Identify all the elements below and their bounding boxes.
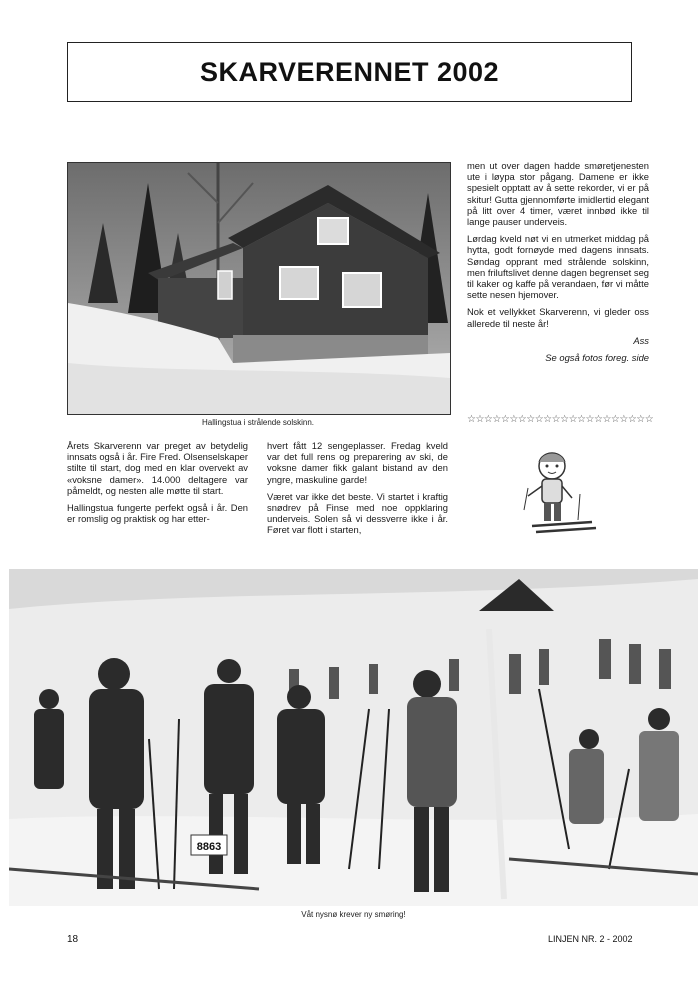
article-column-left	[67, 440, 248, 530]
paragraph: Nok et vellykket Skarverenn, vi gleder oss allerede til neste år!	[467, 306, 649, 329]
cabin-photo	[67, 162, 451, 415]
author-signature: Ass	[633, 334, 649, 346]
cabin-photo-caption: Hallingstua i strålende solskinn.	[201, 418, 315, 427]
see-also-note: Se også fotos foreg. side	[545, 352, 649, 364]
skier-mascot-icon	[520, 448, 600, 543]
paragraph: Hallingstua fungerte perfekt også i år. Den er romslig og praktisk og har etter-	[67, 502, 248, 525]
paragraph: Været var ikke det beste. Vi startet i kraftig snødrev på Finse med noe oppklaring underveis. Solen så vi dessverre ikke i år. Føret var flott i starten,	[267, 490, 448, 536]
paragraph: Årets Skarverenn var preget av betydelig innsats også i år. Fire Fred. Olsenselskaper stilte til start, dog med en klar overvekt av «voksne damer». 14.000 deltagere var påmeldt, og nesten alle møtte til start.	[67, 440, 248, 496]
paragraph: hvert fått 12 sengeplasser. Fredag kveld var det full rens og preparering av ski, de voksne damer fikk galant bistand av den yngre, maskuline garde!	[267, 440, 448, 485]
page-title: SKARVERENNET 2002	[199, 56, 500, 87]
skiers-photo-caption: Våt nysnø krever ny smøring!	[301, 910, 406, 919]
bib-number: 8863	[196, 841, 222, 853]
skiers-photo	[9, 569, 698, 906]
publication-footer: LINJEN NR. 2 - 2002	[548, 934, 633, 944]
page-number: 18	[67, 934, 79, 945]
article-column-middle	[267, 440, 448, 542]
title-box	[67, 42, 632, 102]
paragraph: Lørdag kveld nøt vi en utmerket middag på hytta, godt fornøyde med dagens innsats. Søndag opprant med strålende solskinn, men friluftslivet denne dagen begrenset seg til kaker og kaffe på verandaen, før vi måtte sette nesen hjemover.	[467, 233, 649, 301]
paragraph: men ut over dagen hadde smøretjenesten ute i løypa stor pågang. Damene er ikke spesielt opptatt av å sette rekorder, vi er på skitur! Gutta gjennomførte imidlertid elegant på litt over 4 timer, været innbød ikke til lange pauser underveis.	[467, 160, 649, 228]
star-divider: ☆☆☆☆☆☆☆☆☆☆☆☆☆☆☆☆☆☆☆☆☆☆	[467, 414, 654, 425]
article-column-right	[467, 160, 649, 369]
